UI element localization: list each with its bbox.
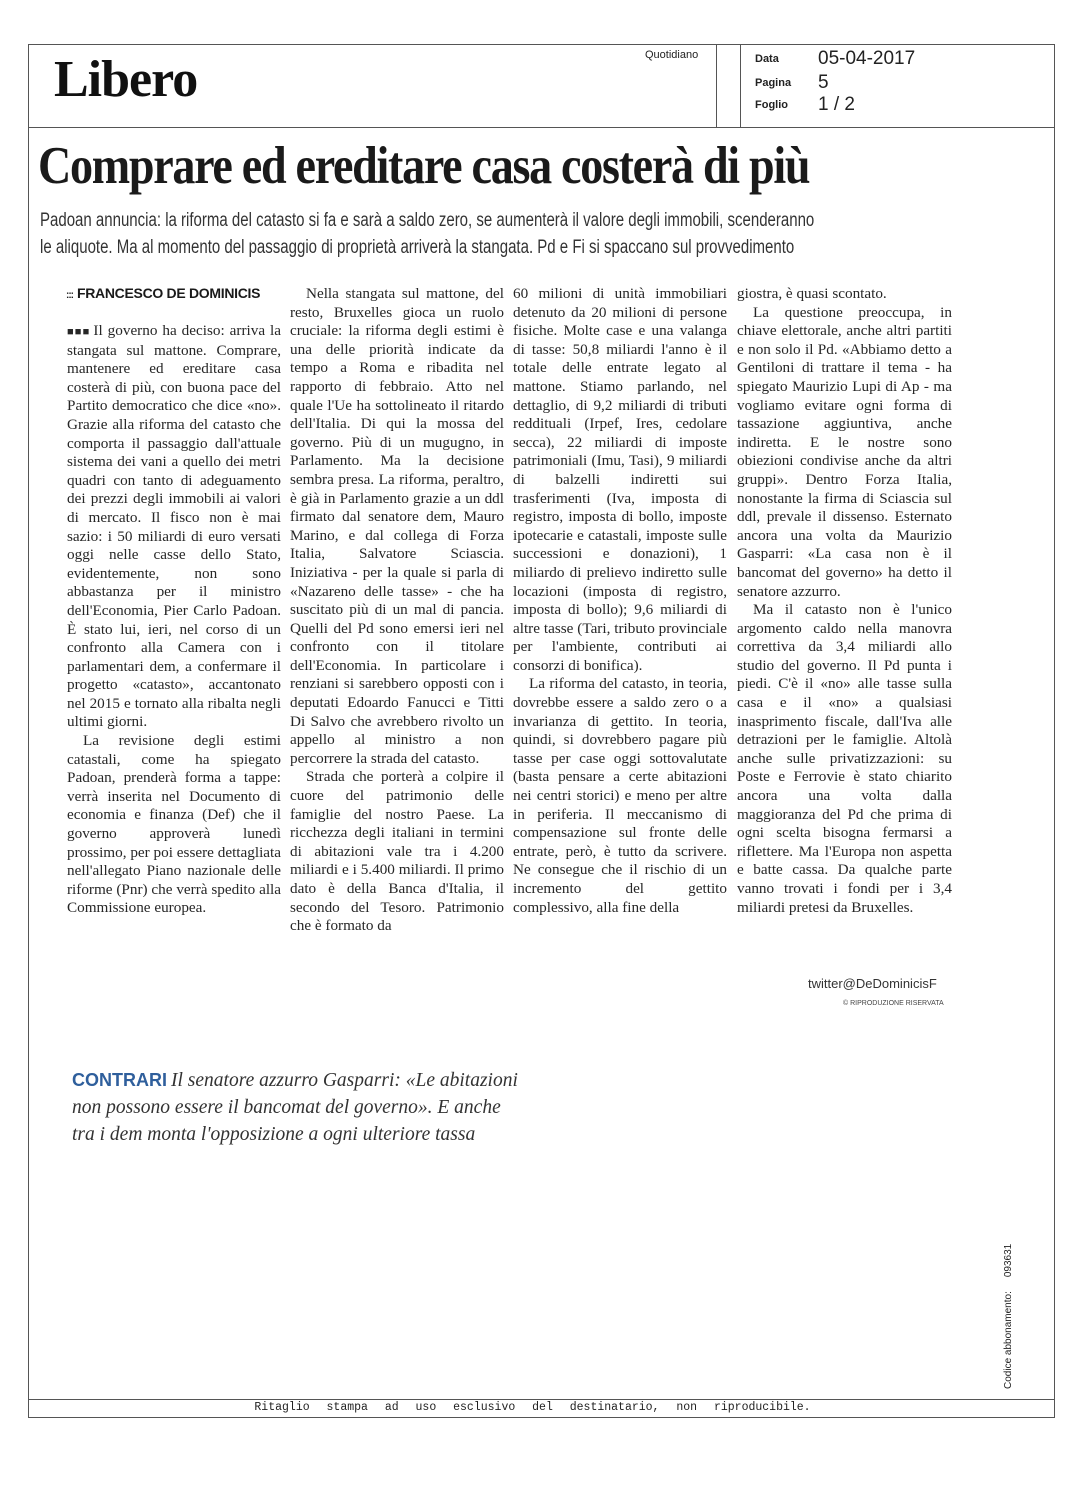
callout-line: [72, 1067, 632, 1094]
article-subhead: [40, 207, 949, 261]
date-value: 05-04-2017: [818, 48, 916, 69]
paragraph: Strada che porterà a colpire il cuore del patrimonio delle famiglie del nostro Paese. La ricchezza degli italiani in termini di abitazioni vale tra i 4.200 miliardi e i 5.400 miliardi. Il primo dato è della Banca d'Italia, il secondo del Tesoro. Patrimonio che è formato da: [290, 768, 504, 935]
newspaper-logo: Libero: [54, 51, 198, 108]
date-label: Data: [755, 53, 779, 65]
header-divider: [716, 44, 717, 127]
subhead-line: Padoan annuncia: la riforma del catasto si fa e sarà a saldo zero, se aumenterà il valore degli immobili, scenderanno: [40, 210, 815, 231]
callout-line: tra i dem monta l'opposizione a ogni ulteriore tassa: [72, 1124, 476, 1145]
article-headline: Comprare ed ereditare casa costerà di più: [38, 137, 810, 195]
article-column-4: [737, 285, 952, 917]
callout-line: non possono essere il bancomat del governo». E anche: [72, 1097, 501, 1118]
callout-text: Il senatore azzurro Gasparri: «Le abitazioni: [171, 1070, 518, 1091]
paragraph: [67, 322, 281, 732]
callout-box: [72, 1067, 632, 1148]
author-name: FRANCESCO DE DOMINICIS: [77, 285, 261, 301]
paragraph: Nella stangata sul mattone, del resto, Bruxelles gioca un ruolo cruciale: la riforma degli estimi è una delle priorità indicate da tempo a Roma e ribadita nel rapporto di febbraio. Atto nel quale l'Ue ha sottolineato il ritardo dell'Italia. Di qui la mossa del governo. Più di un mugugno, in Parlamento. Ma la decisione sembra presa. La riforma, peraltro, è già in Parlamento grazie a un ddl firmato dal senatore dem, Mauro Marino, e dal collega di Forza Italia, Salvatore Sciascia. Iniziativa - per la quale si parla di «Nazareno delle tasse» - che ha suscitato più di un mal di pancia. Quelli del Pd sono emersi ieri nel confronto con il titolare dell'Economia. In particolare i renziani si sarebbero opposti con i deputati Edoardo Fanucci e Titti Di Salvo che avrebbero rivolto un appello al ministro a non percorrere la strada del catasto.: [290, 285, 504, 767]
subscription-code-number: 093631: [1003, 1243, 1014, 1278]
subscription-code-label: Codice abbonamento:: [1003, 1291, 1014, 1389]
author-twitter: twitter@DeDominicisF: [808, 976, 937, 991]
sheet-label: Foglio: [755, 99, 788, 111]
paragraph: giostra, è quasi scontato.: [737, 285, 887, 302]
subscription-code: [1003, 1244, 1014, 1389]
paragraph: La revisione degli estimi catastali, come ha spiegato Padoan, prenderà forma a tappe: verrà inserita nel Documento di economia e finanza (Def) che il governo approverà lunedì prossimo, per poi essere dettagliata nell'allegato Piano nazionale delle riforme (Pnr) che verrà spedito alla Commissione europea.: [67, 732, 281, 917]
sheet-value: 1 / 2: [818, 94, 855, 115]
header-divider: [740, 44, 741, 127]
page-value: 5: [818, 72, 829, 93]
paragraph-text: Il governo ha deciso: arriva la stangata sul mattone. Comprare, mantenere ed ereditare casa costerà di più, con buona pace del Partito democratico che dice «no». Grazie alla riforma del catasto che comporta il passaggio dall'attuale sistema dei vani a quello dei metri quadri con tanto di adeguamento dei prezzi degli immobili ai valori di mercato. Il fisco non è mai sazio: i 50 miliardi di euro versati oggi nelle casse dello Stato, evidentemente, non sono abbastanza per il ministro dell'Economia, Pier Carlo Padoan. È stato lui, ieri, nel corso di un confronto alla Camera con i parlamentari dem, a confermare il progetto «catasto», accantonato nel 2015 e tornato alla ribalta negli ultimi giorni.: [67, 322, 281, 731]
article-column-2: [290, 285, 504, 936]
copyright-notice: © RIPRODUZIONE RISERVATA: [843, 1000, 944, 1007]
publication-type: Quotidiano: [645, 49, 699, 61]
article-column-3: [513, 285, 727, 917]
footer-rule: [28, 1399, 1055, 1400]
article-column-1: [67, 322, 281, 918]
footer-notice: Ritaglio stampa ad uso esclusivo del destinatario, non riproducibile.: [254, 1401, 811, 1414]
subhead-line: le aliquote. Ma al momento del passaggio di proprietà arriverà la stangata. Pd e Fi si spaccano sul provvedimento: [40, 237, 795, 258]
byline-mark-icon: :::: [66, 290, 73, 301]
paragraph: 60 milioni di unità immobiliari detenuto da 20 milioni di persone fisiche. Molte case e una valanga di tasse: 50,8 miliardi l'anno è il totale delle entrate legato al mattone. Stiamo parlando, nel dettaglio, di 9,2 miliardi di tributi reddituali (Irpef, Ires, cedolare secca), 22 miliardi di imposte patrimoniali (Imu, Tasi), 9 miliardi di balzelli indiretti sui trasferimenti (Iva, imposta di registro, imposta di bollo, imposte ipotecarie e catastali, imposte sulle successioni e donazioni), 1 miliardo di prelievo indiretto sulle locazioni (imposta di registro, imposta di bollo); 9,6 miliardi di altre tasse (Tari, tributo provinciale per l'ambiente, contributi ai consorzi di bonifica).: [513, 285, 727, 674]
callout-label: CONTRARI: [72, 1070, 167, 1090]
masthead: [28, 44, 1055, 127]
paragraph: Ma il catasto non è l'unico argomento caldo nella manovra correttiva da 3,4 miliardi allo studio del governo. Il Pd punta i piedi. C'è il «no» alle tasse sulla casa e il «no» a qualsiasi inasprimento fiscale, dall'Iva alle detrazioni per le famiglie. Altolà anche sulle privatizzazioni: su Poste e Ferrovie è stato chiarito ancora una volta dalla maggioranza del Pd che prima di ogni scelta bisogna fermarsi a riflettere. Ma l'Europa non aspetta e batte cassa. Da qualche parte vanno trovati i fondi per i 3,4 miliardi pretesi da Bruxelles.: [737, 601, 952, 916]
header-rule: [28, 127, 1055, 128]
byline: [66, 285, 260, 301]
page-label: Pagina: [755, 77, 792, 89]
lead-mark-icon: ■■■: [67, 326, 91, 338]
paragraph: La questione preoccupa, in chiave elettorale, anche altri partiti e non solo il Pd. «Abbiamo detto a Gentiloni di trattare il tema - ha spiegato Maurizio Lupi di Ap - ma vogliamo evitare ogni forma di tassazione aggiuntiva, anche indiretta. E le nostre sono obiezioni condivise anche da altri gruppi». Dentro Forza Italia, nonostante la firma di Sciascia sul ddl, prevale il dissenso. Esternato ancora una volta da Maurizio Gasparri: «La casa non è il bancomat del governo» ha detto il senatore azzurro.: [737, 303, 952, 600]
paragraph: La riforma del catasto, in teoria, dovrebbe essere a saldo zero o a invarianza di gettito. In teoria, quindi, si dovrebbero pagare più tasse per case oggi sottovalutate (basta pensare a certe abitazioni nei centri storici) e meno per altre in periferia. Il meccanismo di compensazione sul fronte delle entrate, però, è tutto da scrivere. Ne consegue che il rischio di un incremento del gettito complessivo, alla fine della: [513, 675, 727, 916]
